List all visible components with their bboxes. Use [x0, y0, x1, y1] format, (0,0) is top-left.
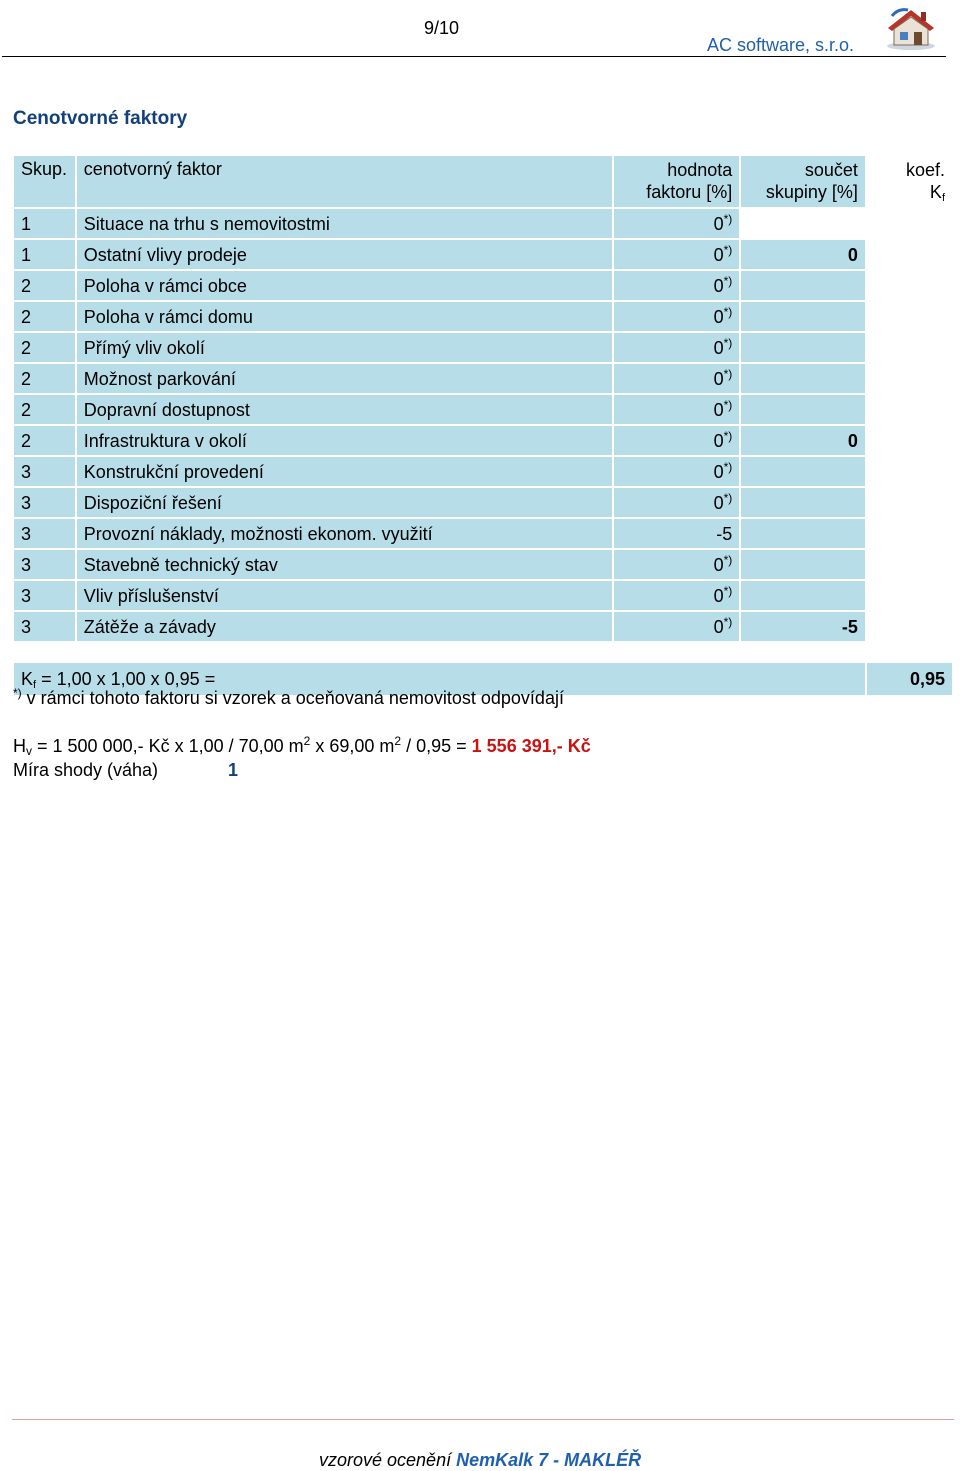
row-value-number: 0: [713, 616, 724, 637]
value-formula: [13, 736, 591, 757]
row-coef: [866, 239, 953, 270]
table-row: [13, 270, 953, 301]
row-sum: [740, 518, 866, 549]
row-factor: Vliv příslušenství: [76, 580, 613, 611]
table-row: [13, 518, 953, 549]
formula-part2: x 69,00 m: [310, 736, 395, 756]
row-value-star: *): [723, 273, 733, 288]
row-value: [613, 425, 741, 456]
row-coef: [866, 580, 953, 611]
row-value-star: *): [723, 397, 733, 412]
row-group: 1: [13, 239, 76, 270]
kf-label: K: [21, 669, 34, 689]
row-value-number: 0: [713, 368, 724, 389]
header-value-line2: faktoru [%]: [646, 182, 733, 202]
row-value-number: 0: [713, 585, 724, 606]
row-factor: Zátěže a závady: [76, 611, 613, 642]
row-group: 2: [13, 332, 76, 363]
row-value-star: *): [723, 490, 733, 505]
row-factor: Provozní náklady, možnosti ekonom. využití: [76, 518, 613, 549]
row-value-number: 0: [713, 306, 724, 327]
section-title: Cenotvorné faktory: [13, 108, 188, 129]
row-value-star: *): [723, 366, 733, 381]
formula-part3: / 0,95 =: [401, 736, 472, 756]
row-value-number: 0: [713, 399, 724, 420]
row-group: 3: [13, 487, 76, 518]
row-factor: Dispoziční řešení: [76, 487, 613, 518]
row-sum: [740, 208, 866, 239]
row-group: 2: [13, 425, 76, 456]
formula-result: 1 556 391,- Kč: [471, 736, 591, 756]
row-sum: [740, 580, 866, 611]
row-sum: [740, 394, 866, 425]
row-value-number: 0: [713, 461, 724, 482]
row-value-number: 0: [713, 275, 724, 296]
row-coef: [866, 456, 953, 487]
row-factor: Dopravní dostupnost: [76, 394, 613, 425]
house-logo-icon: [884, 4, 938, 52]
header-coef-line1: koef.: [905, 160, 945, 180]
header-rule: [2, 56, 946, 57]
table-row: [13, 580, 953, 611]
factors-table: [12, 154, 954, 697]
row-value-star: *): [723, 428, 733, 443]
footnote: [13, 688, 564, 709]
row-factor: Situace na trhu s nemovitostmi: [76, 208, 613, 239]
formula-h: H: [13, 736, 26, 756]
table-row: [13, 425, 953, 456]
header-coef: [866, 155, 953, 208]
row-sum: -5: [740, 611, 866, 642]
row-value: [613, 208, 741, 239]
row-sum: 0: [740, 425, 866, 456]
row-group: 3: [13, 456, 76, 487]
table-spacer-row: [13, 642, 953, 662]
header-coef-sub: f: [941, 192, 945, 204]
row-value-star: *): [723, 614, 733, 629]
row-value: [613, 580, 741, 611]
row-coef: [866, 270, 953, 301]
row-sum: [740, 487, 866, 518]
row-factor: Možnost parkování: [76, 363, 613, 394]
row-value: [613, 456, 741, 487]
row-group: 3: [13, 580, 76, 611]
formula-h-sub: v: [26, 744, 32, 758]
header-value: [613, 155, 741, 208]
row-coef: [866, 425, 953, 456]
row-coef: [866, 332, 953, 363]
weight-line: [13, 760, 239, 781]
row-group: 2: [13, 301, 76, 332]
kf-sub: f: [33, 679, 37, 691]
row-value-number: 0: [713, 244, 724, 265]
header-sum: [740, 155, 866, 208]
row-coef: [866, 301, 953, 332]
row-value-star: *): [723, 583, 733, 598]
row-factor: Konstrukční provedení: [76, 456, 613, 487]
row-value-star: *): [723, 211, 733, 226]
row-value: [613, 239, 741, 270]
row-value-number: 0: [713, 554, 724, 575]
row-group: 3: [13, 518, 76, 549]
row-value: [613, 301, 741, 332]
table-row: [13, 239, 953, 270]
row-sum: [740, 549, 866, 580]
footer-brand: NemKalk 7 - MAKLÉŘ: [456, 1450, 642, 1470]
row-group: 1: [13, 208, 76, 239]
row-sum: [740, 301, 866, 332]
row-value: [613, 332, 741, 363]
weight-value: 1: [228, 760, 239, 780]
row-sum: 0: [740, 239, 866, 270]
footer-prefix: vzorové ocenění: [319, 1450, 457, 1470]
row-coef: [866, 487, 953, 518]
row-group: 2: [13, 363, 76, 394]
formula-sup2: 2: [394, 734, 402, 748]
table-row: [13, 456, 953, 487]
row-sum: [740, 332, 866, 363]
table-row: [13, 332, 953, 363]
row-factor: Ostatní vlivy prodeje: [76, 239, 613, 270]
row-value-star: *): [723, 304, 733, 319]
row-group: 2: [13, 270, 76, 301]
kf-value: 0,95: [866, 662, 953, 696]
company-name: AC software, s.r.o.: [707, 35, 855, 55]
kf-expression-text: = 1,00 x 1,00 x 0,95 =: [36, 669, 216, 689]
row-coef: [866, 611, 953, 642]
row-group: 3: [13, 611, 76, 642]
row-value: [613, 611, 741, 642]
row-sum: [740, 456, 866, 487]
table-row: [13, 394, 953, 425]
row-value-number: 0: [713, 430, 724, 451]
footnote-text: v rámci tohoto faktoru si vzorek a oceňovaná nemovitost odpovídají: [21, 688, 564, 708]
spacer-cell: [13, 642, 953, 662]
row-coef: [866, 518, 953, 549]
footer: [319, 1450, 641, 1471]
table-row: [13, 301, 953, 332]
header-sum-line1: součet: [804, 160, 858, 180]
formula-sup1: 2: [303, 734, 311, 748]
weight-label: Míra shody (váha): [13, 760, 159, 780]
row-coef: [866, 208, 953, 239]
row-group: 2: [13, 394, 76, 425]
row-coef: [866, 549, 953, 580]
row-value-star: *): [723, 242, 733, 257]
row-value-number: 0: [713, 492, 724, 513]
row-factor: Přímý vliv okolí: [76, 332, 613, 363]
formula-part1: = 1 500 000,- Kč x 1,00 / 70,00 m: [32, 736, 304, 756]
table-row: [13, 611, 953, 642]
footnote-mark: *): [13, 686, 22, 700]
table-row: [13, 549, 953, 580]
row-factor: Poloha v rámci domu: [76, 301, 613, 332]
row-value: [613, 363, 741, 394]
row-factor: Infrastruktura v okolí: [76, 425, 613, 456]
row-value: [613, 549, 741, 580]
row-factor: Stavebně technický stav: [76, 549, 613, 580]
row-factor: Poloha v rámci obce: [76, 270, 613, 301]
footer-rule: [12, 1419, 954, 1420]
row-value-star: *): [723, 459, 733, 474]
row-value-number: 0: [713, 337, 724, 358]
row-coef: [866, 394, 953, 425]
row-value: [613, 518, 741, 549]
row-group: 3: [13, 549, 76, 580]
header-factor: cenotvorný faktor: [76, 155, 613, 208]
row-sum: [740, 363, 866, 394]
table-row: [13, 363, 953, 394]
row-value-star: *): [723, 335, 733, 350]
page-number: 9/10: [424, 18, 460, 38]
row-value-number: -5: [716, 523, 733, 544]
header-sum-line2: skupiny [%]: [765, 182, 858, 202]
header-coef-line2: K: [929, 182, 942, 202]
header-value-line1: hodnota: [667, 160, 733, 180]
row-value: [613, 270, 741, 301]
row-value: [613, 394, 741, 425]
row-coef: [866, 363, 953, 394]
row-value-number: 0: [713, 213, 724, 234]
header-group: Skup.: [13, 155, 76, 208]
row-sum: [740, 270, 866, 301]
row-value-star: *): [723, 552, 733, 567]
table-header-row: [13, 155, 953, 208]
row-value: [613, 487, 741, 518]
table-row: [13, 487, 953, 518]
table-row: [13, 208, 953, 239]
